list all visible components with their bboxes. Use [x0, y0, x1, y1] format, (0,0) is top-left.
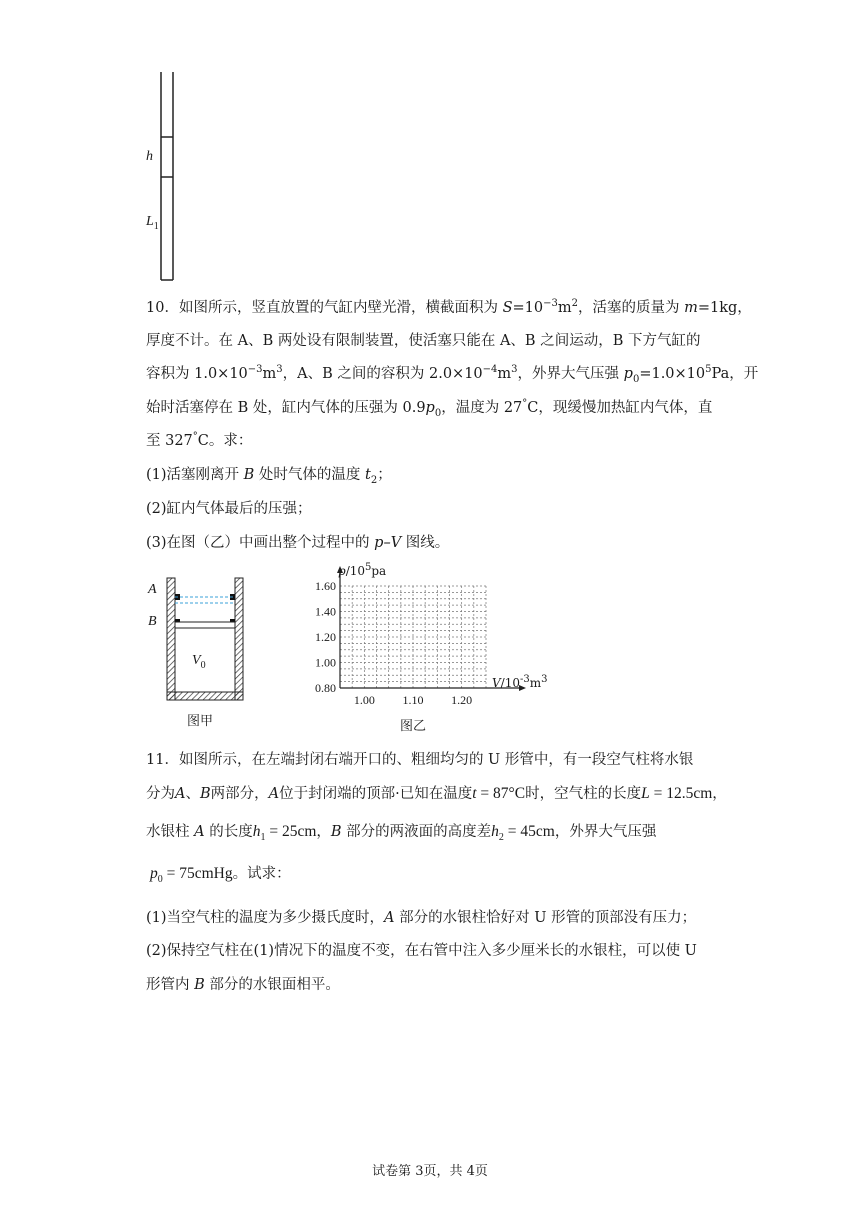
caption-jia: 图甲 [187, 714, 214, 729]
q10-line-2: 厚度不计。在 A、B 两处设有限制装置，使活塞只能在 A、B 之间运动，B 下方气缸的 [146, 333, 701, 349]
y-tick-label: 1.40 [315, 604, 336, 619]
q11-line-4: $p_0$ = 75cmHg。试求： [150, 865, 291, 885]
q11-subq-3: 形管内 B 部分的水银面相平。 [146, 977, 340, 993]
label-V0: $V_0$ [192, 653, 206, 671]
y-axis-label: $p/10^5pa$ [338, 562, 387, 578]
y-tick-label: 0.80 [315, 681, 336, 695]
q10-line-5: 至 327°C。求： [146, 431, 253, 449]
caption-yi: 图乙 [400, 719, 427, 734]
y-tick-label: 1.60 [315, 579, 336, 593]
label-B: B [148, 614, 157, 629]
cylinder-drawing [140, 570, 260, 710]
label-h: h [146, 149, 153, 164]
q10-line-3: 容积为 $1.0\times 10^{-3}m^3$，A、B 之间的容积为 $2.0\times 10^{-4}m^3$，外界大气压强 $p_0=1.0\times 10^5Pa$，开 [146, 364, 759, 385]
x-tick-label: 1.10 [402, 693, 424, 707]
tube-drawing [140, 72, 190, 284]
x-tick-label: 1.20 [451, 693, 473, 707]
q11-line-1: 11．如图所示，在左端封闭右端开口的、粗细均匀的 U 形管中，有一段空气柱将水银 [146, 752, 694, 768]
q11-line-3: 水银柱 A 的长度$h_1 = 25cm$，B 部分的两液面的高度差$h_2 = 45cm$，外界大气压强 [146, 823, 657, 843]
label-L1: $L_1$ [146, 214, 159, 232]
q10-subq-2: (2)缸内气体最后的压强； [146, 501, 312, 517]
q11-line-2: 分为A、B两部分，A位于封闭端的顶部·已知在温度t = 87°C时，空气柱的长度L = 12.5cm， [146, 785, 727, 802]
q10-line-1: 10．如图所示，竖直放置的气缸内壁光滑，横截面积为 $S=10^{-3}m^2$，活塞的质量为 m=1kg， [146, 298, 752, 316]
y-tick-label: 1.20 [315, 630, 336, 644]
x-axis-label: $V/10^{-3}m^3$ [492, 674, 548, 690]
x-tick-label: 1.00 [353, 693, 375, 707]
q11-subq-1: (1)当空气柱的温度为多少摄氏度时，A 部分的水银柱恰好对 U 形管的顶部没有压力； [146, 910, 697, 926]
q11-subq-2: (2)保持空气柱在(1)情况下的温度不变，在右管中注入多少厘米长的水银柱，可以使 U [146, 943, 697, 959]
label-A: A [148, 582, 157, 597]
y-tick-label: 1.00 [315, 655, 336, 670]
q10-line-4: 始时活塞停在 B 处，缸内气体的压强为 $0.9p_0$，温度为 27°C，现缓慢加热缸内气体，直 [146, 398, 713, 419]
q10-subq-1: (1)活塞刚离开 B 处时气体的温度 $t_2$； [146, 467, 392, 486]
page-footer: 试卷第 3页，共 4页 [372, 1164, 488, 1179]
q10-subq-3: (3)在图（乙）中画出整个过程中的 p–V 图线。 [146, 535, 450, 551]
